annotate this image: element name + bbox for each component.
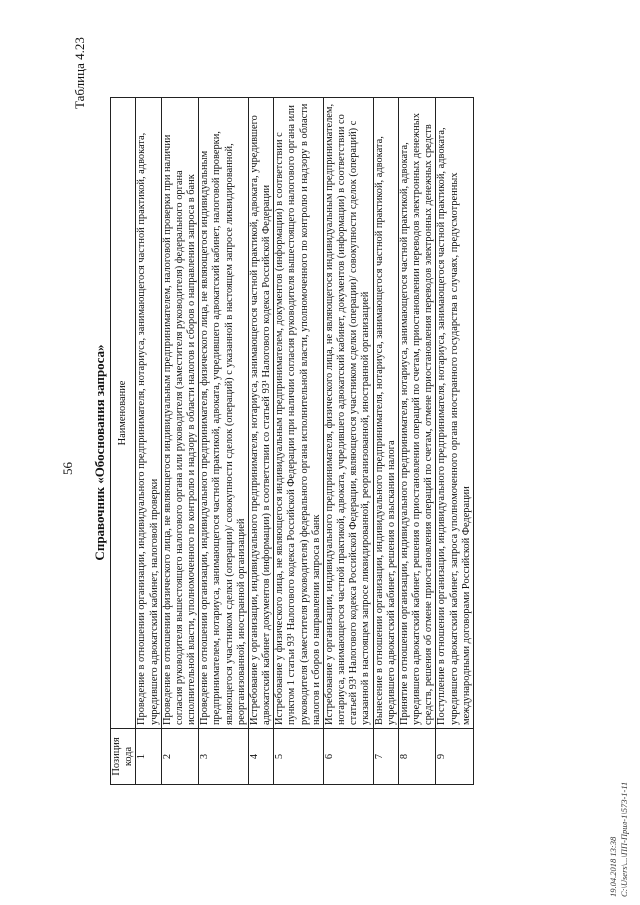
row-text: Истребование у организации, индивидуального предпринимателя, физического лица, не являющегося индивидуальным предпринимателем, нотариуса, занимающегося частной практикой, адвоката, учредившего адвокатский кабинет, документов (информации) в соответствии со статьей 93¹ Налогового кодекса Российской Федерации, являющегося участником сделки (операции)/ совокупности сделок (операций) с указанной в настоящем запросе ликвидированной, реорганизованной, иностранной организацией (323, 98, 373, 729)
row-text: Истребование у физического лица, не являющегося индивидуальным предпринимателем, документов (информации) в соответствии с пунктом 1 статьи 93¹ Налогового кодекса Российской Федерации при наличии согласия руководителя вышестоящего налогового органа или руководителя (заместителя руководителя) федерального органа исполнительной власти, уполномоченного по контролю и надзору в области налогов и сборов о направлении запроса в банк (274, 98, 324, 729)
table-row (248, 98, 273, 785)
row-text: Поступление в отношении организации, индивидуального предпринимателя, нотариуса, занимающегося частной практикой, адвоката, учредившего адвокатский кабинет, запроса уполномоченного органа иностранного государства в случаях, предусмотренных международными договорами Российской Федерации (436, 98, 474, 729)
table-row (161, 98, 199, 785)
footer-stamp (608, 782, 629, 897)
reference-table (110, 97, 474, 785)
row-text: Вынесение в отношении организации, индивидуального предпринимателя, нотариуса, занимающегося частной практикой, адвоката, учредившего адвокатский кабинет, решения о взыскании налога (373, 98, 398, 729)
table-header-row (111, 98, 136, 785)
row-text: Проведение в отношении физического лица, не являющегося индивидуальным предпринимателем, налоговой проверки при наличии согласия руководителя вышестоящего налогового органа или руководителя (заместителя руководителя) федерального органа исполнительной власти, уполномоченного по контролю и надзору в области налогов и сборов о направлении запроса в банк (161, 98, 199, 729)
table-label: Таблица 4.23 (72, 37, 87, 109)
row-text: Проведение в отношении организации, индивидуального предпринимателя, физического лица, не являющегося индивидуальным предпринимателем, нотариуса, занимающегося частной практикой, адвоката, учредившего адвокатский кабинет, налоговой проверки, являющегося участником сделки (операции)/ совокупности сделок (операций) с указанной в настоящем запросе ликвидированной, реорганизованной, иностранной организацией (199, 98, 249, 729)
row-text: Истребование у организации, индивидуального предпринимателя, нотариуса, занимающегося частной практикой, адвоката, учредившего адвокатский кабинет документов (информации) в соответствии со статьей 93¹ Налогового кодекса Российской Федерации (248, 98, 273, 729)
row-code: 1 (136, 729, 161, 785)
header-code: Позиция кода (111, 729, 136, 785)
row-code: 6 (323, 729, 373, 785)
footer-date: 19.04.2018 13:38 (608, 836, 618, 897)
row-text: Принятие в отношении организации, индивидуального предпринимателя, нотариуса, занимающегося частной практикой, адвоката, учредившего адвокатский кабинет, решения о приостановлении операций по счетам, приостановлении переводов электронных денежных средств, решения об отмене приостановления операций по счетам, отмене приостановления переводов электронных денежных средств (398, 98, 436, 729)
row-code: 3 (199, 729, 249, 785)
table-row (323, 98, 373, 785)
row-code: 4 (248, 729, 273, 785)
table-row (373, 98, 398, 785)
table-row (136, 98, 161, 785)
header-name: Наименование (111, 98, 136, 729)
table-row (199, 98, 249, 785)
row-code: 2 (161, 729, 199, 785)
table-row (398, 98, 436, 785)
table-row (436, 98, 474, 785)
row-text: Проведение в отношении организации, индивидуального предпринимателя, нотариуса, занимающегося частной практикой, адвоката, учредившего адвокатский кабинет, налоговой проверки (136, 98, 161, 729)
row-code: 5 (274, 729, 324, 785)
table-row (274, 98, 324, 785)
footer-path: C:\Users\...\ПП-Прил-1\573-1-11 (618, 781, 629, 897)
row-code: 8 (398, 729, 436, 785)
row-code: 7 (373, 729, 398, 785)
row-code: 9 (436, 729, 474, 785)
page-title: Справочник «Обоснования запроса» (92, 344, 107, 561)
page-number: 56 (60, 462, 75, 475)
